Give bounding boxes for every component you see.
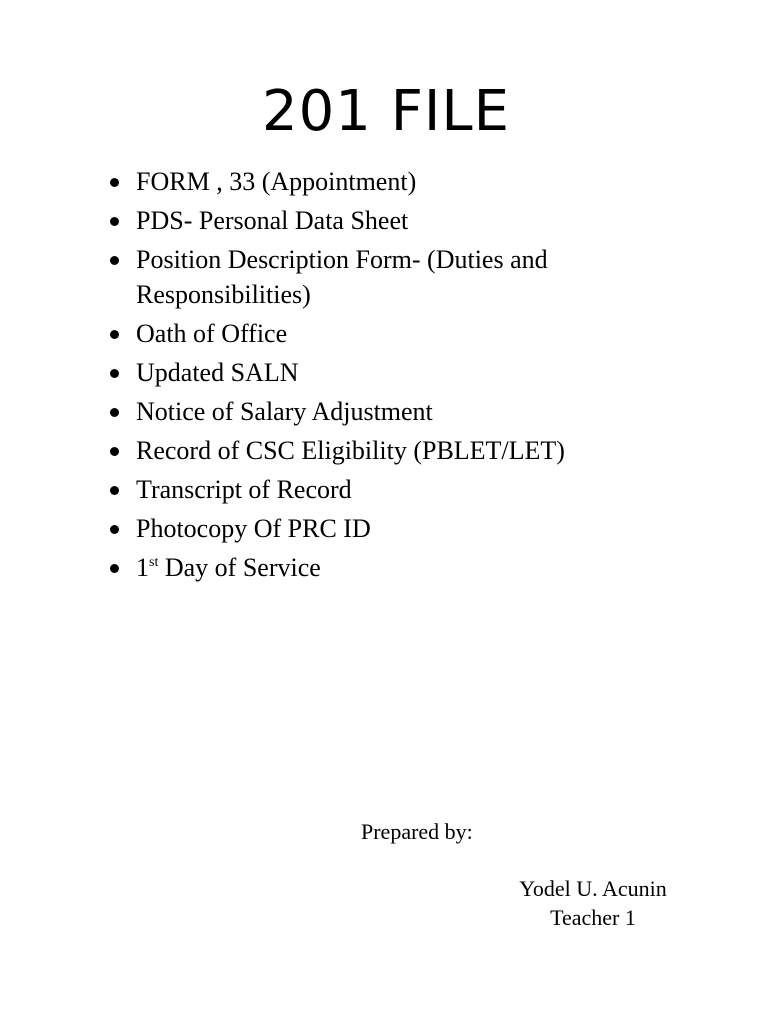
list-item <box>110 433 670 468</box>
page-title: 201 FILE <box>262 79 510 144</box>
bullet-icon <box>110 178 119 187</box>
list-item <box>110 316 670 351</box>
list-item-text: Position Description Form- (Duties and Responsibilities) <box>136 245 548 309</box>
list-item-text: Updated SALN <box>136 358 299 387</box>
bullet-icon <box>110 447 119 456</box>
signature-block <box>498 874 688 932</box>
list-item-text: FORM , 33 (Appointment) <box>136 167 417 196</box>
bullet-icon <box>110 256 119 265</box>
list-item <box>110 511 670 546</box>
bullet-icon <box>110 408 119 417</box>
list-item-text: Record of CSC Eligibility (PBLET/LET) <box>136 436 565 465</box>
signer-position: Teacher 1 <box>550 905 636 930</box>
bullet-icon <box>110 369 119 378</box>
list-item-text: Notice of Salary Adjustment <box>136 397 433 426</box>
list-item-text: PDS- Personal Data Sheet <box>136 206 409 235</box>
ordinal-superscript: st <box>149 555 159 570</box>
bullet-icon <box>110 217 119 226</box>
list-item-text: Photocopy Of PRC ID <box>136 514 371 543</box>
list-item <box>110 394 670 429</box>
list-item-text: Oath of Office <box>136 319 288 348</box>
bullet-icon <box>110 330 119 339</box>
list-item <box>110 472 670 507</box>
list-item <box>110 550 670 585</box>
bullet-icon <box>110 525 119 534</box>
prepared-by-label: Prepared by: <box>361 819 473 844</box>
bullet-icon <box>110 564 119 573</box>
bullet-icon <box>110 486 119 495</box>
list-item <box>110 355 670 390</box>
list-item <box>110 164 670 199</box>
list-item <box>110 203 670 238</box>
list-item-text: Transcript of Record <box>136 475 352 504</box>
list-item-text-rest: Day of Service <box>158 553 321 582</box>
list-item <box>110 242 670 312</box>
requirements-list <box>110 164 670 589</box>
signer-name: Yodel U. Acunin <box>519 876 667 901</box>
list-item-text-prefix: 1 <box>136 553 149 582</box>
